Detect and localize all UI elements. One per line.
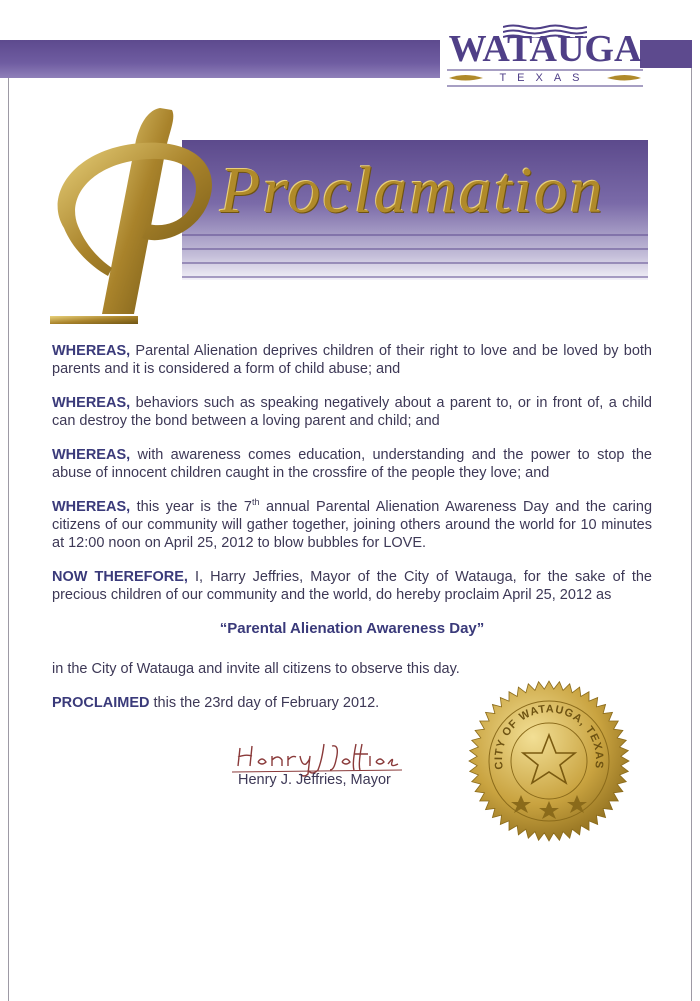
proclamation-body	[52, 342, 652, 728]
whereas-paragraph-1	[52, 342, 652, 378]
whereas-paragraph-4	[52, 498, 652, 552]
paragraph-lead: NOW THEREFORE,	[52, 569, 188, 585]
paragraph-text: with awareness comes education, understanding and the power to stop the abuse of innocent children caught in the crossfire of the people they love; and	[52, 447, 653, 481]
awareness-day-name: “Parental Alienation Awareness Day”	[219, 620, 485, 637]
paragraph-lead: WHEREAS,	[52, 395, 131, 411]
paragraph-lead: WHEREAS,	[52, 447, 131, 463]
logo-word: WATAUGA	[448, 28, 642, 70]
header-band	[0, 40, 440, 78]
paragraph-lead: WHEREAS,	[52, 343, 131, 359]
ordinal-suffix: th	[252, 497, 260, 508]
header-band-right	[640, 40, 692, 68]
paragraph-text: I, Harry Jeffries, Mayor of the City of Watauga, for the sake of the precious children of our community and the world, do hereby proclaim April 25, 2012 as	[52, 569, 652, 603]
paragraph-text: annual Parental Alienation Awareness Day and the caring citizens of our community will gather together, joining others around the world for 10 minutes at 12:00 noon on April 25, 2012 to blow bubbles for LOVE.	[52, 499, 653, 551]
now-therefore-paragraph	[52, 568, 652, 604]
seal-text: CITY OF WATAUGA, TEXAS	[492, 703, 606, 771]
proclaimed-text: this the 23rd day of February 2012.	[153, 695, 380, 711]
paragraph-text: this year is the 7	[136, 499, 252, 515]
title-rule-lines	[182, 232, 648, 282]
invite-text: in the City of Watauga and invite all citizens to observe this day.	[52, 661, 460, 677]
watauga-logo	[445, 20, 645, 95]
paragraph-text: behaviors such as speaking negatively about a parent to, or in front of, a child can destroy the bond between a loving parent and child; and	[52, 395, 652, 429]
whereas-paragraph-2	[52, 394, 652, 430]
logo-subtitle: TEXAS	[499, 72, 591, 84]
whereas-paragraph-3	[52, 446, 652, 482]
proclaimed-lead: PROCLAIMED	[52, 695, 150, 711]
signer-name: Henry J. Jeffries, Mayor	[238, 772, 391, 788]
city-seal	[468, 680, 630, 842]
page-title: Proclamation	[220, 154, 605, 227]
gold-p-ornament	[42, 100, 222, 330]
paragraph-text: Parental Alienation deprives children of their right to love and be loved by both parents and it is considered a form of child abuse; and	[52, 343, 652, 377]
paragraph-lead: WHEREAS,	[52, 499, 131, 515]
